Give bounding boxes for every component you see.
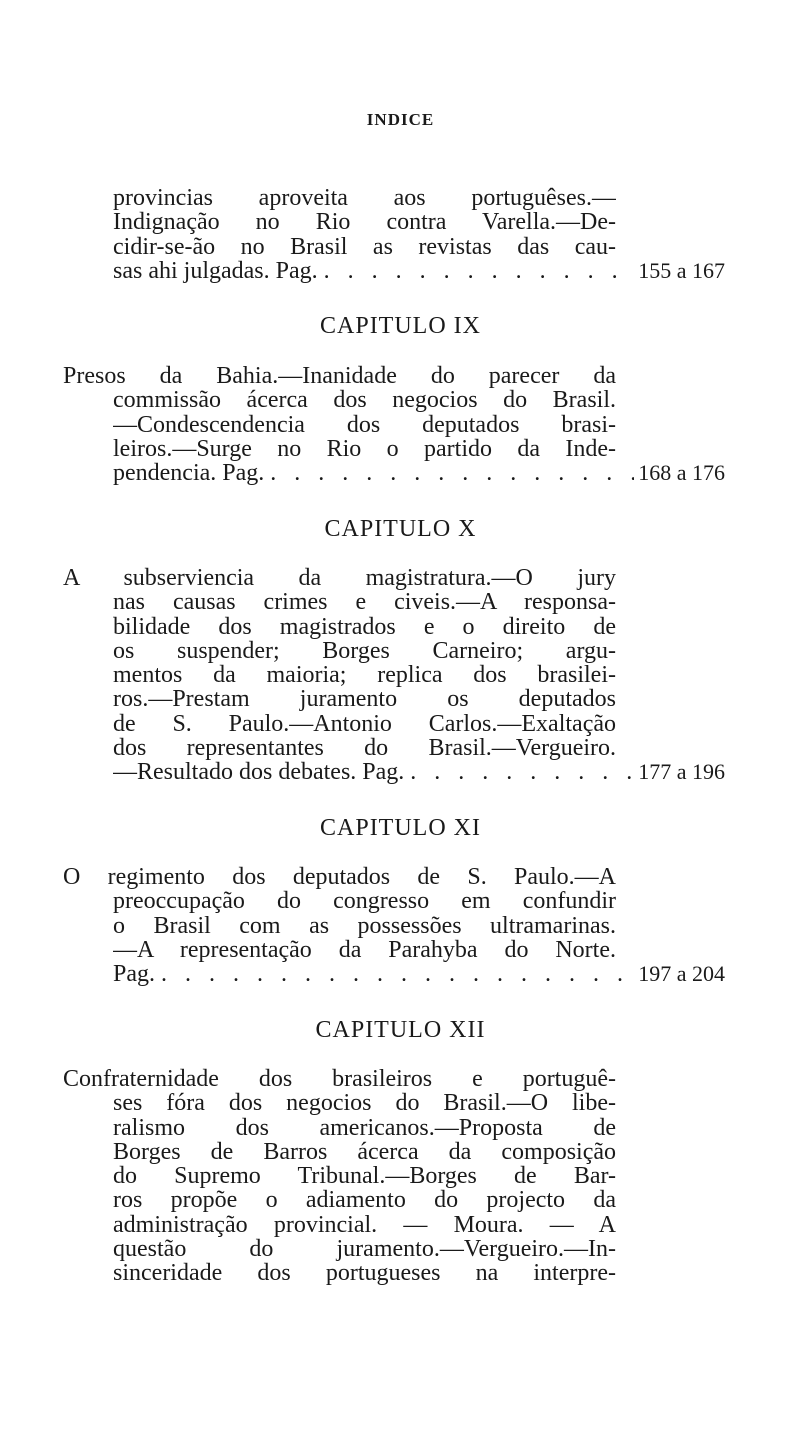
entry-line: provincias aproveita aos portuguêses.—: [113, 186, 616, 211]
entry-line: O regimento dos deputados de S. Paulo.—A: [63, 865, 616, 890]
index-entry: [63, 1067, 725, 1286]
index-entry: [63, 566, 725, 785]
entry-line: questão do juramento.—Vergueiro.—In-: [113, 1237, 616, 1262]
entry-page-row: [113, 760, 725, 784]
entry-line: A subserviencia da magistratura.—O jury: [63, 566, 616, 591]
entry-line: Borges de Barros ácerca da composição: [113, 1139, 616, 1165]
entry-line: Confraternidade dos brasileiros e portuguê-: [63, 1067, 616, 1092]
entry-line: ralismo dos americanos.—Proposta de: [113, 1115, 616, 1140]
entry-page-row: [113, 259, 725, 283]
entry-line: sas ahi julgadas. Pag.: [113, 258, 318, 284]
entry-line: nas causas crimes e civeis.—A responsa-: [113, 590, 616, 615]
entry-line: os suspender; Borges Carneiro; argu-: [113, 638, 616, 664]
entry-line: pendencia. Pag.: [113, 461, 265, 486]
leader-dots: [324, 259, 635, 283]
page-range: 155 a 167: [638, 258, 725, 283]
entry-page-row: [113, 461, 725, 485]
chapter-heading: CAPITULO XII: [315, 1017, 486, 1043]
index-entry: [113, 186, 725, 283]
entry-line: leiros.—Surge no Rio o partido da Inde-: [113, 436, 616, 462]
entry-line: —Resultado dos debates. Pag.: [113, 760, 405, 785]
entry-line: mentos da maioria; replica dos brasilei-: [113, 663, 616, 688]
entry-page-row: [113, 962, 725, 986]
entry-line: —Condescendencia dos deputados brasi-: [113, 412, 616, 437]
entry-line: ros.—Prestam juramento os deputados: [113, 687, 616, 712]
entry-line: Presos da Bahia.—Inanidade do parecer da: [63, 364, 616, 389]
entry-line: Pag.: [113, 962, 155, 987]
entry-line: —A representação da Parahyba do Norte.: [113, 937, 616, 963]
index-entry: [63, 865, 725, 986]
chapter-heading: CAPITULO XI: [320, 815, 481, 841]
entry-line: ros propõe o adiamento do projecto da: [113, 1188, 616, 1213]
entry-line: administração provincial. — Moura. — A: [113, 1212, 616, 1238]
entry-line: de S. Paulo.—Antonio Carlos.—Exaltação: [113, 711, 616, 737]
entry-line: do Supremo Tribunal.—Borges de Bar-: [113, 1164, 616, 1189]
entry-line: Indignação no Rio contra Varella.—De-: [113, 210, 616, 235]
entry-line: bilidade dos magistrados e o direito de: [113, 614, 616, 639]
page-range: 177 a 196: [638, 760, 725, 785]
entry-line: ses fóra dos negocios do Brasil.—O libe-: [113, 1091, 616, 1116]
page-header: INDICE: [366, 110, 435, 129]
leader-dots: [410, 760, 634, 784]
index-entry: [63, 364, 725, 485]
page-range: 197 a 204: [638, 962, 725, 987]
entry-line: o Brasil com as possessões ultramarinas.: [113, 913, 616, 938]
entry-line: sinceridade dos portugueses na interpre-: [113, 1261, 616, 1286]
leader-dots: [270, 461, 634, 485]
chapter-heading: CAPITULO X: [324, 516, 477, 542]
entry-line: dos representantes do Brasil.—Vergueiro.: [113, 736, 616, 761]
leader-dots: [161, 962, 634, 986]
entry-line: cidir-se-ão no Brasil as revistas das cau-: [113, 234, 616, 259]
entry-line: preoccupação do congresso em confundir: [113, 889, 616, 914]
chapter-heading: CAPITULO IX: [320, 313, 481, 339]
entry-line: commissão ácerca dos negocios do Brasil.: [113, 388, 616, 413]
page-range: 168 a 176: [638, 461, 725, 486]
